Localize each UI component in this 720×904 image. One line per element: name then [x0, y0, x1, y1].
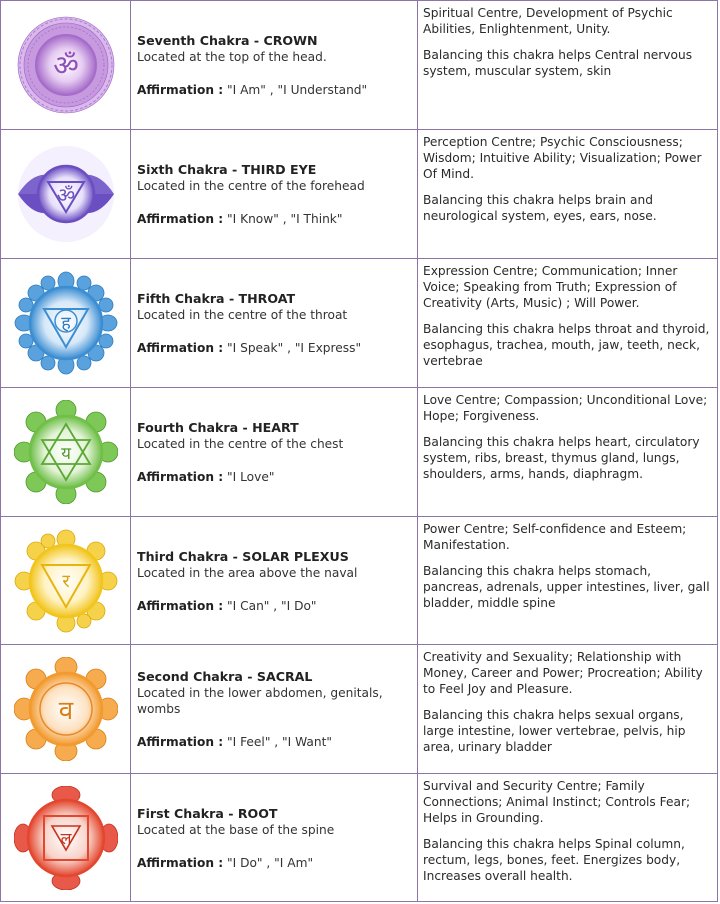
chakra-affirmation [137, 82, 413, 98]
table-row [1, 774, 717, 901]
affirmation-text: "I Feel" , "I Want" [227, 735, 332, 749]
throat-chakra-icon [14, 271, 118, 375]
chakra-info-cell [131, 645, 418, 773]
table-row [1, 645, 717, 774]
chakra-title: Second Chakra - SACRAL [137, 669, 313, 684]
svg-text:य: य [60, 444, 71, 464]
chakra-title: Seventh Chakra - CROWN [137, 33, 318, 48]
chakra-title: Sixth Chakra - THIRD EYE [137, 162, 317, 177]
chakra-location: Located in the lower abdomen, genitals, wombs [137, 686, 383, 716]
affirmation-text: "I Am" , "I Understand" [227, 83, 368, 97]
chakra-affirmation [137, 211, 413, 227]
chakra-balancing: Balancing this chakra helps brain and neurological system, eyes, ears, nose. [423, 193, 657, 223]
chakra-title: Fourth Chakra - HEART [137, 420, 299, 435]
chakra-centre: Perception Centre; Psychic Consciousness; Wisdom; Intuitive Ability; Visualization; Power Of Mind. [423, 135, 702, 181]
sacral-chakra-icon [14, 657, 118, 761]
chakra-centre: Survival and Security Centre; Family Connections; Animal Instinct; Controls Fear; Helps in Grounding. [423, 779, 691, 825]
chakra-info-cell [131, 388, 418, 516]
chakra-description-cell [418, 1, 717, 129]
affirmation-label: Affirmation : [137, 598, 224, 613]
chakra-centre: Creativity and Sexuality; Relationship with Money, Career and Power; Procreation; Ability to Feel Joy and Pleasure. [423, 650, 703, 696]
chakra-image-cell [1, 645, 131, 773]
chakra-balancing: Balancing this chakra helps throat and thyroid, esophagus, trachea, mouth, jaw, teeth, neck, vertebrae [423, 322, 710, 368]
chakra-title: Third Chakra - SOLAR PLEXUS [137, 548, 349, 564]
chakra-centre: Power Centre; Self-confidence and Esteem; Manifestation. [423, 522, 687, 552]
svg-text:ॐ: ॐ [52, 49, 79, 82]
table-row [1, 517, 717, 645]
affirmation-text: "I Love" [227, 470, 275, 484]
chakra-centre: Spiritual Centre, Development of Psychic Abilities, Enlightenment, Unity. [423, 6, 673, 36]
affirmation-text: "I Speak" , "I Express" [227, 341, 362, 355]
chakra-affirmation [137, 469, 413, 485]
heart-chakra-icon [14, 400, 118, 504]
chakra-balancing: Balancing this chakra helps Central nervous system, muscular system, skin [423, 48, 693, 78]
table-row [1, 259, 717, 388]
chakra-centre: Expression Centre; Communication; Inner Voice; Speaking from Truth; Expression of Creativity (Arts, Music) ; Will Power. [423, 264, 678, 310]
svg-text:व: व [58, 696, 73, 726]
chakra-location: Located at the top of the head. [137, 50, 327, 64]
solar-plexus-chakra-icon [14, 529, 118, 633]
crown-chakra-icon [14, 13, 118, 117]
affirmation-label: Affirmation : [137, 470, 224, 484]
chakra-info-cell [131, 774, 418, 901]
chakra-balancing: Balancing this chakra helps stomach, pancreas, adrenals, upper intestines, liver, gall bladder, middle spine [423, 564, 710, 610]
table-row [1, 388, 717, 517]
chakra-image-cell [1, 259, 131, 387]
chakra-description-cell [418, 259, 717, 387]
svg-text:र: र [61, 570, 70, 592]
chakra-affirmation [137, 340, 413, 356]
chakra-balancing: Balancing this chakra helps sexual organs, large intestine, lower vertebrae, pelvis, hip area, urinary bladder [423, 708, 686, 754]
chakra-info-cell [131, 1, 418, 129]
chakra-description-cell [418, 130, 717, 258]
affirmation-text: "I Know" , "I Think" [227, 212, 343, 226]
chakra-description-cell [418, 774, 717, 901]
affirmation-label: Affirmation : [137, 341, 224, 355]
svg-text:ॐ: ॐ [56, 183, 75, 207]
table-row [1, 1, 717, 130]
chakra-location: Located at the base of the spine [137, 822, 335, 837]
chakra-location: Located in the centre of the forehead [137, 179, 365, 193]
chakra-affirmation [137, 734, 413, 750]
chakra-info-cell [131, 130, 418, 258]
root-chakra-icon [14, 786, 118, 890]
affirmation-label: Affirmation : [137, 855, 224, 870]
affirmation-text: "I Can" , "I Do" [227, 598, 317, 613]
chakra-image-cell [1, 774, 131, 901]
affirmation-text: "I Do" , "I Am" [227, 855, 314, 870]
chakra-image-cell [1, 1, 131, 129]
chakra-affirmation [137, 598, 413, 614]
chakra-description-cell [418, 517, 717, 644]
affirmation-label: Affirmation : [137, 83, 224, 97]
chakra-image-cell [1, 517, 131, 644]
chakra-location: Located in the centre of the chest [137, 437, 344, 451]
chakra-image-cell [1, 130, 131, 258]
chakra-balancing: Balancing this chakra helps Spinal column, rectum, legs, bones, feet. Energizes body, Increases overall health. [423, 837, 685, 883]
chakra-description-cell [418, 388, 717, 516]
third-eye-chakra-icon [14, 142, 118, 246]
chakra-title: First Chakra - ROOT [137, 805, 278, 821]
chakra-balancing: Balancing this chakra helps heart, circulatory system, ribs, breast, thymus gland, lungs, shoulders, arms, hands, diaphragm. [423, 435, 700, 481]
chakra-location: Located in the centre of the throat [137, 308, 348, 322]
affirmation-label: Affirmation : [137, 212, 224, 226]
chakra-location: Located in the area above the naval [137, 565, 358, 580]
affirmation-label: Affirmation : [137, 735, 224, 749]
chakra-centre: Love Centre; Compassion; Unconditional Love; Hope; Forgiveness. [423, 393, 708, 423]
chakra-description-cell [418, 645, 717, 773]
svg-text:ल: ल [60, 828, 71, 848]
table-row [1, 130, 717, 259]
chakra-affirmation [137, 855, 413, 871]
chakra-title: Fifth Chakra - THROAT [137, 291, 296, 306]
chakra-info-cell [131, 259, 418, 387]
chakra-info-cell [131, 517, 418, 644]
chakra-image-cell [1, 388, 131, 516]
svg-text:ह: ह [60, 313, 71, 334]
